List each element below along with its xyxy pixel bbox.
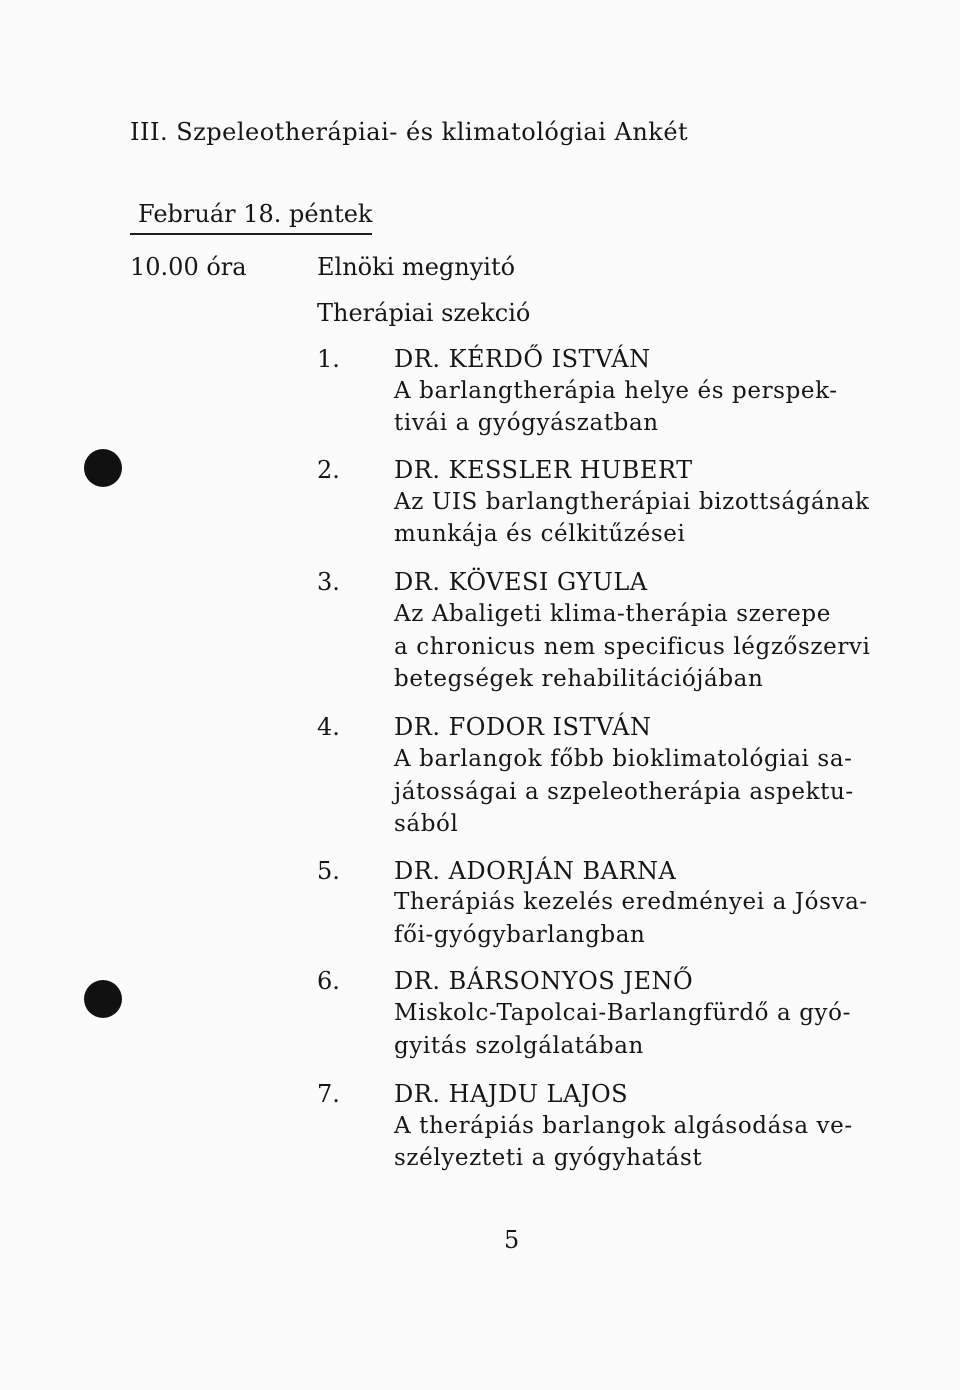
talk-title-line: munkája és célkitűzései: [394, 521, 686, 547]
speaker-name: DR. KÖVESI GYULA: [394, 568, 648, 596]
talk-title-line: gyitás szolgálatában: [394, 1033, 644, 1059]
opening-remarks: Elnöki megnyitó: [317, 253, 516, 281]
talk-title-line: A barlangok főbb bioklimatológiai sa-: [394, 746, 853, 772]
speaker-name: DR. BÁRSONYOS JENŐ: [394, 967, 694, 995]
speaker-name: DR. KESSLER HUBERT: [394, 456, 693, 484]
speaker-name: DR. FODOR ISTVÁN: [394, 713, 652, 741]
talk-title-line: Az UIS barlangtherápiai bizottságának: [394, 489, 870, 515]
talk-title-line: betegségek rehabilitációjában: [394, 666, 764, 692]
session-time: 10.00 óra: [130, 253, 247, 281]
date-heading: Február 18. péntek: [138, 200, 373, 228]
talk-number: 2.: [317, 456, 340, 484]
date-underline: [130, 233, 372, 235]
talk-title-line: A therápiás barlangok algásodása ve-: [394, 1113, 853, 1139]
talk-number: 1.: [317, 345, 340, 373]
talk-number: 5.: [317, 857, 340, 885]
talk-title-line: Miskolc-Tapolcai-Barlangfürdő a gyó-: [394, 1000, 851, 1026]
talk-title-line: A barlangtherápia helye és perspek-: [394, 378, 838, 404]
talk-title-line: játosságai a szpeleotherápia aspektu-: [394, 779, 854, 805]
talk-title-line: fői-gyógybarlangban: [394, 922, 646, 948]
punch-hole-mark: [84, 449, 122, 487]
talk-number: 7.: [317, 1080, 340, 1108]
speaker-name: DR. KÉRDŐ ISTVÁN: [394, 345, 651, 373]
talk-number: 4.: [317, 713, 340, 741]
talk-title-line: tivái a gyógyászatban: [394, 410, 659, 436]
talk-title-line: szélyezteti a gyógyhatást: [394, 1145, 703, 1171]
talk-number: 3.: [317, 568, 340, 596]
talk-title-line: Therápiás kezelés eredményei a Jósva-: [394, 889, 868, 915]
speaker-name: DR. ADORJÁN BARNA: [394, 857, 677, 885]
talk-number: 6.: [317, 967, 340, 995]
talk-title-line: Az Abaligeti klima-therápia szerepe: [394, 601, 831, 627]
talk-title-line: a chronicus nem specificus légzőszervi: [394, 634, 871, 660]
punch-hole-mark: [84, 980, 122, 1018]
document-title: III. Szpeleotherápiai- és klimatológiai Ankét: [130, 118, 689, 146]
page-number: 5: [504, 1226, 520, 1254]
talk-title-line: sából: [394, 811, 459, 837]
speaker-name: DR. HAJDU LAJOS: [394, 1080, 629, 1108]
section-title: Therápiai szekció: [317, 299, 531, 327]
